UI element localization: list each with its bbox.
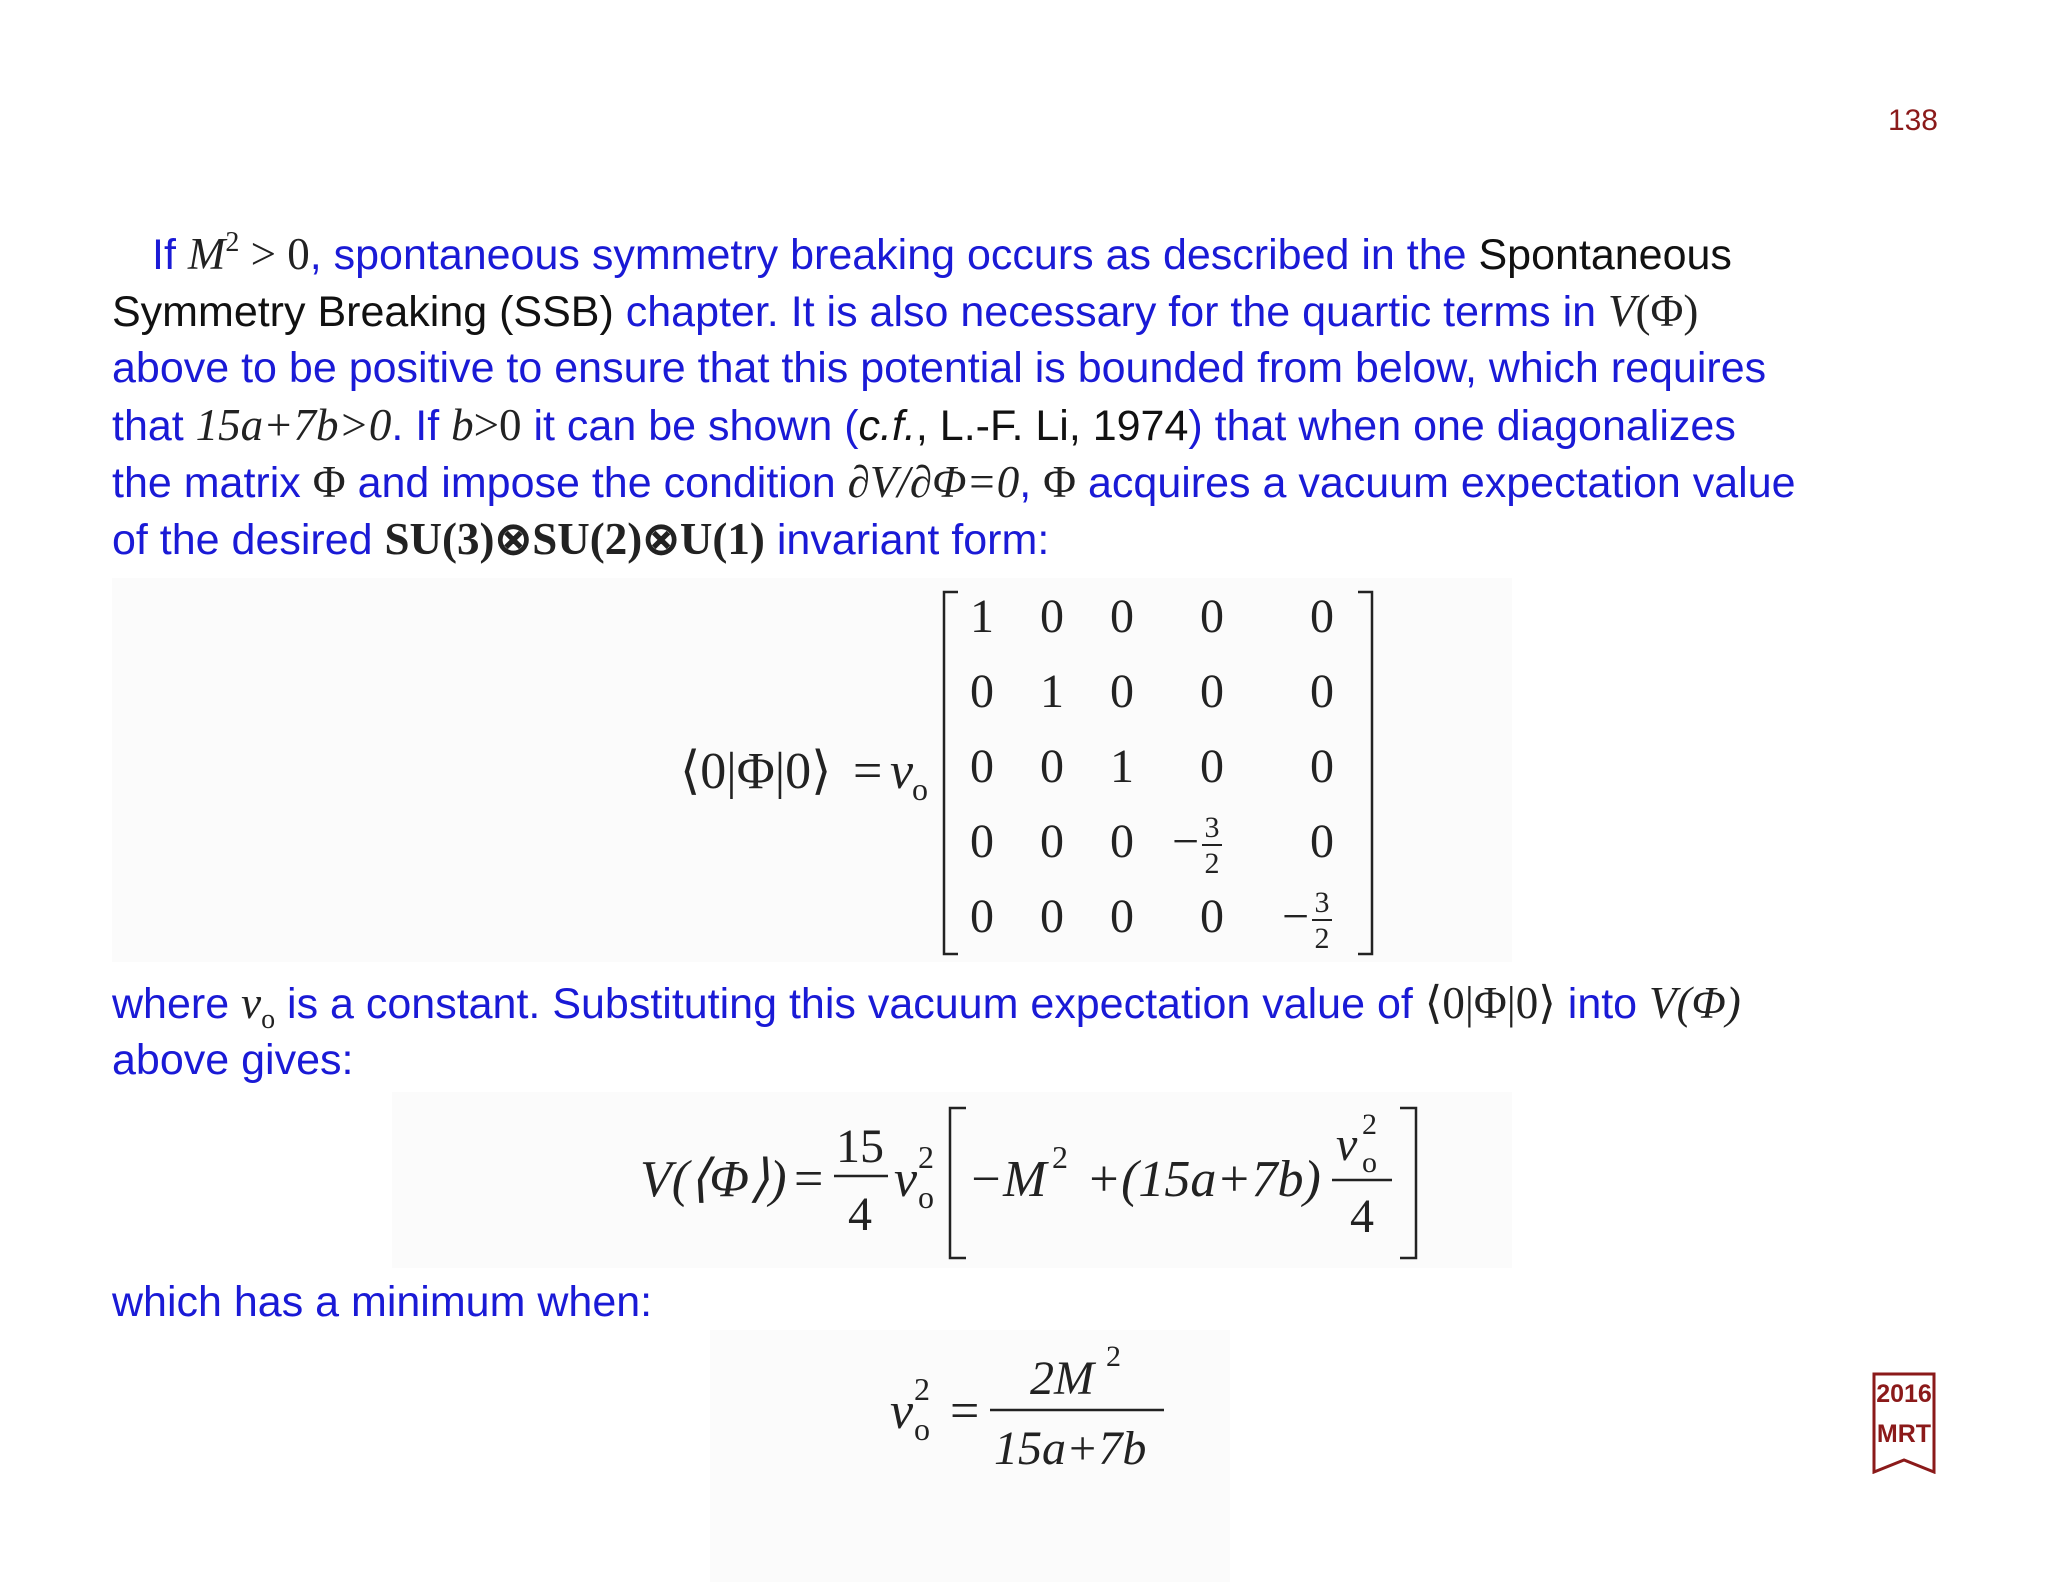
matrix-cell: 1 [1040, 665, 1064, 718]
math-bra: ⟨0|Φ|0⟩ [1424, 978, 1556, 1028]
math-group: SU(3)⊗SU(2)⊗U(1) [384, 514, 765, 564]
math-gt0: > 0 [239, 229, 310, 279]
math-V: V(Φ) [1649, 978, 1741, 1028]
para2-line2: above gives: [112, 1036, 354, 1084]
matrix-cell-minus: − [1172, 815, 1200, 868]
text: acquires a vacuum expectation value [1076, 459, 1796, 507]
math-b: b [451, 400, 474, 450]
matrix-cell: 0 [1110, 890, 1134, 943]
matrix-lhs: ⟨0|Φ|0⟩ [680, 743, 832, 800]
text: the matrix [112, 459, 313, 507]
matrix-cell-frac-den: 2 [1314, 922, 1330, 955]
math-M: M [187, 229, 226, 279]
matrix-cell: 0 [1110, 665, 1134, 718]
math-gt0: >0 [473, 400, 522, 450]
matrix-cell: 0 [1200, 665, 1224, 718]
text: , spontaneous symmetry breaking occurs as described in the [309, 231, 1479, 279]
text: into [1555, 980, 1650, 1028]
para1-line3: above to be positive to ensure that this potential is bounded from below, which requires [112, 344, 1767, 392]
eq3-den: 15a+7b [994, 1422, 1147, 1475]
eq2-v-sup: 2 [918, 1139, 934, 1175]
matrix-cell-frac-num: 3 [1314, 886, 1330, 919]
eq3-v-sup: 2 [914, 1371, 930, 1407]
matrix-cell: 0 [970, 890, 994, 943]
text: and impose the condition [345, 459, 848, 507]
math-condition: 15a+7b>0 [195, 400, 392, 450]
math-v: v [241, 978, 262, 1028]
text: is a constant. Substituting this vacuum expectation value of [275, 980, 1425, 1028]
matrix-cell-minus: − [1282, 890, 1310, 943]
matrix-equals: = [853, 743, 883, 800]
matrix-cell: 0 [970, 815, 994, 868]
text-cf: c.f. [858, 402, 916, 450]
text: invariant form: [764, 516, 1050, 564]
matrix-cell: 0 [1040, 890, 1064, 943]
math-V: V [1608, 286, 1636, 336]
matrix-cell: 0 [1310, 815, 1334, 868]
badge-year: 2016 [1876, 1380, 1932, 1408]
matrix-cell: 0 [1110, 590, 1134, 643]
matrix-cell: 0 [1200, 740, 1224, 793]
matrix-cell: 0 [970, 740, 994, 793]
eq2-plus-term: +(15a+7b) [1086, 1151, 1321, 1208]
matrix-cell: 1 [1110, 740, 1134, 793]
text: ) that when one diagonalizes [1188, 402, 1736, 450]
text: that [112, 402, 196, 450]
matrix-cell-frac-den: 2 [1204, 847, 1220, 880]
math-phi: Φ [1043, 457, 1077, 507]
matrix-cell: 0 [1310, 665, 1334, 718]
text-black: Spontaneous [1478, 231, 1732, 279]
math-sub: o [261, 1004, 276, 1035]
matrix-cell: 0 [1200, 590, 1224, 643]
eq2-frac1-num: 15 [836, 1120, 884, 1173]
text: , [1019, 459, 1044, 507]
eq2-frac2-num-sub: o [1362, 1146, 1377, 1179]
matrix-cell: 0 [1040, 815, 1064, 868]
eq2-v-sub: o [918, 1179, 934, 1215]
text-citation: , L.-F. Li, 1974 [915, 402, 1189, 450]
para3: which has a minimum when: [112, 1278, 653, 1326]
eq3-num-sup: 2 [1106, 1340, 1121, 1373]
matrix-v: v [890, 743, 914, 800]
matrix-v-sub: o [912, 771, 928, 807]
matrix-cell: 0 [1310, 590, 1334, 643]
text: it can be shown ( [521, 402, 859, 450]
eq3-equals: = [950, 1383, 980, 1440]
eq2-lhs: V(⟨Φ⟩) [640, 1151, 787, 1208]
page-number: 138 [1887, 104, 1938, 137]
math-derivative: ∂V/∂Φ=0 [847, 457, 1020, 507]
matrix-cell: 0 [1110, 815, 1134, 868]
matrix-cell: 0 [1040, 740, 1064, 793]
math-phi: (Φ) [1635, 286, 1699, 336]
text: chapter. It is also necessary for the quartic terms in [613, 288, 1609, 336]
matrix-cell: 0 [970, 665, 994, 718]
eq3-v: v [890, 1383, 914, 1440]
eq2-frac2-num-v: v [1336, 1118, 1358, 1171]
text: of the desired [112, 516, 385, 564]
matrix-cell: 0 [1040, 590, 1064, 643]
mrt-2016-badge [1872, 1372, 1936, 1474]
matrix-cell-frac-num: 3 [1204, 811, 1220, 844]
eq2-minus-M: −M [968, 1151, 1047, 1208]
eq2-equals: = [794, 1151, 824, 1208]
text: where [112, 980, 242, 1028]
text: . If [391, 402, 452, 450]
eq2-frac2-den: 4 [1350, 1190, 1374, 1243]
badge-initials: MRT [1876, 1420, 1932, 1448]
matrix-cell: 0 [1310, 740, 1334, 793]
eq3-v-sub: o [914, 1411, 930, 1447]
math-sup: 2 [225, 227, 240, 258]
eq3-num: 2M [1030, 1352, 1094, 1405]
text: If [152, 231, 188, 279]
math-phi: Φ [312, 457, 346, 507]
eq2-frac2-num-sup: 2 [1362, 1108, 1377, 1141]
matrix-cell: 0 [1200, 890, 1224, 943]
eq2-v: v [894, 1151, 918, 1208]
eq2-M-sup: 2 [1052, 1139, 1068, 1175]
eq2-frac1-den: 4 [848, 1188, 872, 1241]
text-black: Symmetry Breaking (SSB) [112, 288, 614, 336]
matrix-cell: 1 [970, 590, 994, 643]
